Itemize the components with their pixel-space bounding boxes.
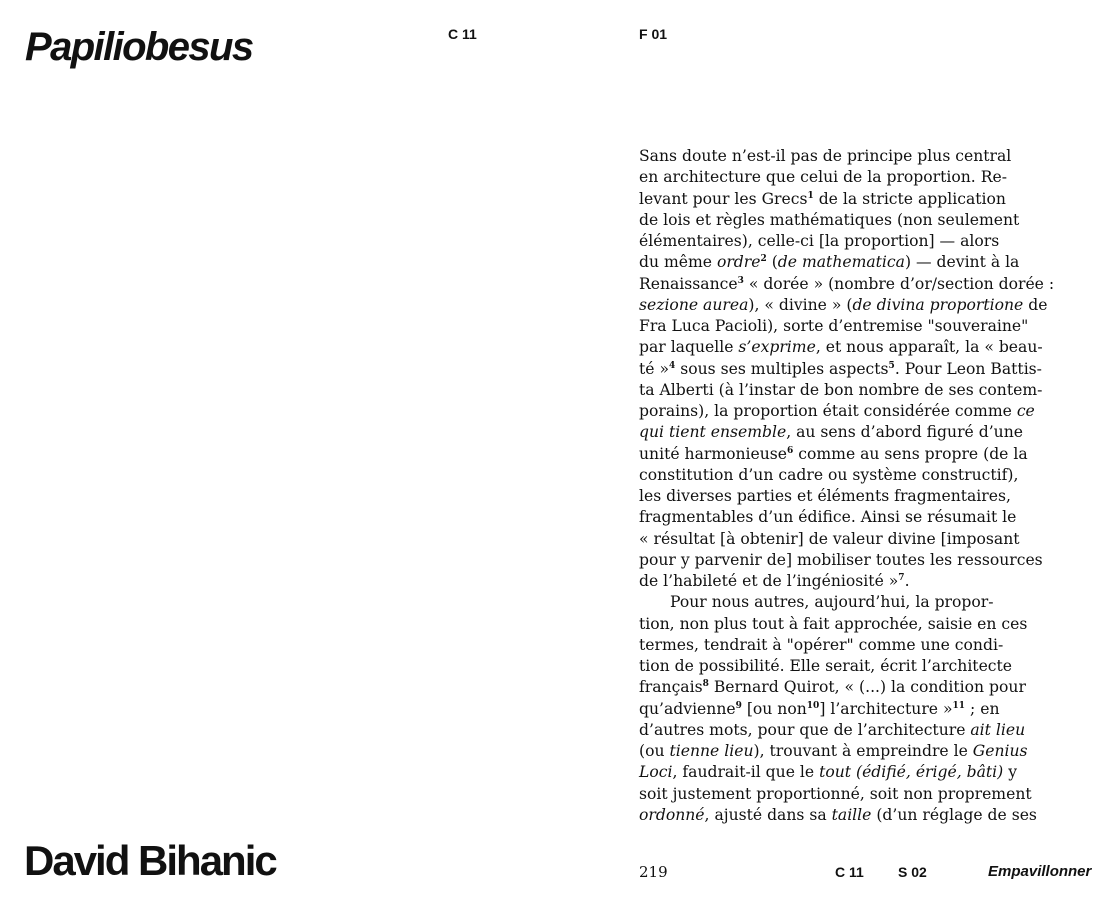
text-run: ), trouvant à empreindre le (753, 742, 973, 760)
text-run: en architecture que celui de la proportion. Re- (639, 168, 1007, 187)
italic-text: de divina proportione (852, 295, 1024, 314)
text-run: élémentaires), celle-ci [la proportion] — alors (639, 232, 1000, 250)
text-run: ta Alberti (à l’instar de bon nombre de ses contem- (639, 380, 1043, 399)
text-line (639, 762, 1099, 783)
text-line (639, 422, 1099, 443)
text-line (639, 592, 1099, 613)
text-line (639, 252, 1099, 273)
text-run: français (639, 678, 703, 697)
footnote-ref: 11 (952, 700, 966, 711)
footer-section-label: S 02 (898, 864, 927, 880)
text-line (639, 380, 1099, 401)
text-line (639, 805, 1099, 826)
text-run: , faudrait-il que le (672, 763, 820, 782)
text-run: sous ses multiples aspects (675, 359, 889, 378)
text-run: unité harmonieuse (639, 444, 788, 463)
text-run: tion de possibilité. Elle serait, écrit l’architecte (639, 657, 1013, 675)
text-line (639, 614, 1099, 635)
text-line (639, 486, 1099, 507)
text-run: ( (766, 253, 778, 272)
text-line (639, 529, 1099, 550)
italic-text: sezione aurea (639, 295, 749, 314)
text-run: de l’habileté et de l’ingéniosité » (639, 572, 899, 590)
page-number: 219 (639, 863, 668, 881)
text-run: de (1023, 295, 1048, 314)
text-line (639, 699, 1099, 720)
footer-section-title: Empavillonner (988, 863, 1092, 880)
text-run: té » (639, 359, 669, 378)
text-run: soit justement proportionné, soit non proprement (639, 784, 1032, 803)
italic-text: Loci (639, 763, 673, 782)
text-run: les diverses parties et éléments fragmentaires, (639, 487, 1011, 505)
text-line (639, 316, 1099, 337)
italic-text: taille (831, 805, 872, 824)
text-run: d’autres mots, pour que de l’architecture (639, 720, 971, 739)
text-run: pour y parvenir de] mobiliser toutes les ressources (639, 550, 1043, 569)
italic-text: ce (1016, 402, 1035, 420)
text-run: . Pour Leon Battis- (894, 359, 1042, 378)
text-run: termes, tendrait à "opérer" comme une condi- (639, 635, 1004, 654)
footer-chapter-label: C 11 (835, 864, 864, 880)
text-run: porains), la proportion était considérée comme (639, 402, 1017, 420)
text-line (639, 656, 1099, 677)
text-line (639, 401, 1099, 422)
text-line (639, 167, 1099, 188)
text-run: de lois et règles mathématiques (non seulement (639, 210, 1020, 229)
text-run: du même (639, 253, 717, 272)
text-line (639, 720, 1099, 741)
footnote-ref: 9 (735, 700, 742, 711)
text-line (639, 465, 1099, 486)
italic-text: ordonné (639, 805, 705, 824)
text-run: y (1003, 763, 1018, 782)
text-run: comme au sens propre (de la (793, 444, 1028, 463)
folio-label: F 01 (639, 26, 668, 42)
text-run: Pour nous autres, aujourd’hui, la propor- (670, 593, 994, 612)
footnote-ref: 7 (898, 573, 905, 583)
footnote-ref: 4 (669, 360, 676, 371)
text-run: par laquelle (639, 338, 739, 357)
text-run: ] l’architecture » (819, 699, 953, 718)
text-line (639, 146, 1099, 167)
text-line (639, 635, 1099, 656)
text-run: Sans doute n’est-il pas de principe plus central (639, 147, 1012, 165)
text-run: ), « divine » ( (748, 295, 853, 314)
text-line (639, 210, 1099, 231)
text-run: ; en (965, 699, 1000, 718)
text-line (639, 444, 1099, 465)
footnote-ref: 1 (807, 190, 814, 201)
text-run: (ou (639, 742, 670, 760)
text-run: Renaissance (639, 274, 738, 293)
italic-text: Genius (972, 742, 1028, 760)
text-run: , ajusté dans sa (704, 805, 832, 824)
text-run: levant pour les Grecs (639, 189, 808, 208)
footnote-ref: 6 (787, 445, 794, 456)
text-run: fragmentables d’un édifice. Ainsi se résumait le (639, 508, 1017, 527)
text-line (639, 741, 1099, 762)
footnote-ref: 5 (888, 360, 895, 371)
body-text (639, 146, 1099, 826)
text-run: ) — devint à la (904, 253, 1020, 272)
footnote-ref: 2 (760, 254, 767, 265)
italic-text: tienne lieu (669, 742, 754, 760)
text-run: tion, non plus tout à fait approchée, saisie en ces (639, 614, 1028, 633)
text-run: qu’advienne (639, 699, 736, 718)
text-line (639, 550, 1099, 571)
italic-text: tout (édifié, érigé, bâti) (819, 763, 1004, 782)
footnote-ref: 3 (737, 275, 744, 286)
text-run: Bernard Quirot, « (...) la condition pour (708, 678, 1026, 697)
italic-text: ordre (716, 253, 761, 272)
text-run: . (904, 572, 910, 590)
page-title: Papiliobesus (25, 25, 253, 69)
italic-text: ait lieu (970, 720, 1026, 739)
text-run: « résultat [à obtenir] de valeur divine [imposant (639, 529, 1020, 548)
text-run: « dorée » (nombre d’or/section dorée : (743, 274, 1055, 293)
text-run: , et nous apparaît, la « beau- (815, 338, 1043, 357)
text-run: [ou non (741, 699, 807, 718)
text-line (639, 507, 1099, 528)
text-line (639, 189, 1099, 210)
text-run: constitution d’un cadre ou système constructif), (639, 465, 1019, 484)
text-line (639, 337, 1099, 358)
text-line (639, 359, 1099, 380)
italic-text: de mathematica (777, 253, 905, 272)
chapter-label: C 11 (448, 26, 477, 42)
text-line (639, 295, 1099, 316)
italic-text: s’exprime (738, 338, 816, 357)
text-run: Fra Luca Pacioli), sorte d’entremise "souveraine" (639, 317, 1029, 335)
text-run: (d’un réglage de ses (871, 805, 1037, 824)
footnote-ref: 10 (806, 700, 820, 711)
author-name: David Bihanic (24, 837, 276, 884)
text-run: , au sens d’abord figuré d’une (786, 423, 1023, 442)
text-run: de la stricte application (813, 189, 1006, 208)
text-line (639, 677, 1099, 698)
text-line (639, 274, 1099, 295)
text-line (639, 231, 1099, 252)
footnote-ref: 8 (702, 679, 709, 690)
italic-text: qui tient ensemble (639, 423, 787, 442)
text-line (639, 571, 1099, 592)
text-line (639, 784, 1099, 805)
